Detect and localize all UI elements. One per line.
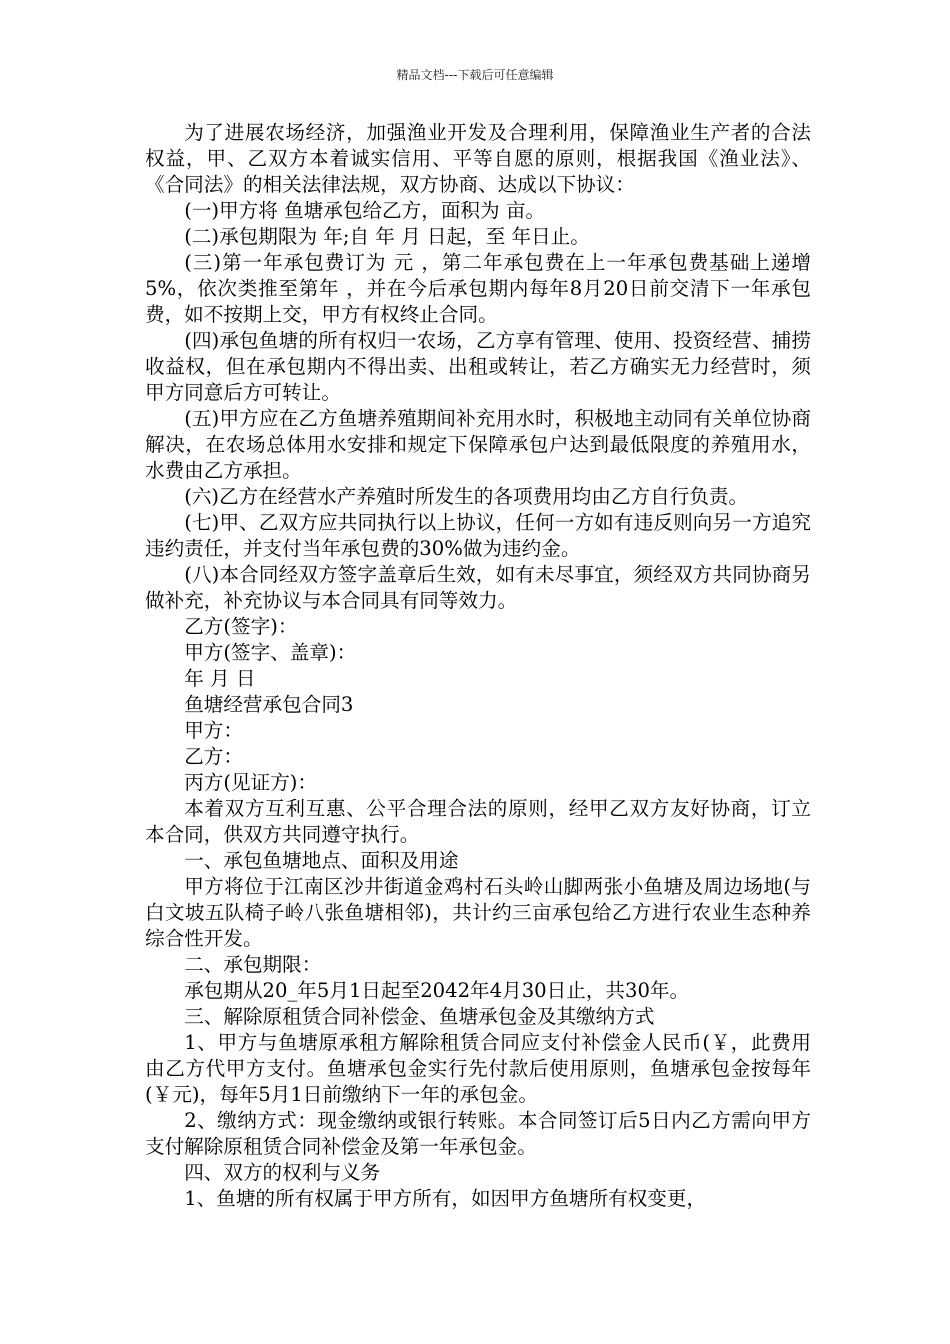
paragraph: (五)甲方应在乙方鱼塘养殖期间补充用水时，积极地主动同有关单位协商解决，在农场总体用水安排和规定下保障承包户达到最低限度的养殖用水，水费由乙方承担。 [145,407,811,482]
party-line: 丙方(见证方)： [184,771,318,794]
clause-heading: 二、承包期限： [184,953,322,976]
party-line: 甲方： [184,719,243,742]
section-title: 鱼塘经营承包合同3 [184,693,354,716]
paragraph: (二)承包期限为 年;自 年 月 日起，至 年日止。 [184,225,590,248]
signature-line: 甲方(签字、盖章)： [184,641,357,664]
paragraph: 承包期从20_年5月1日起至2042年4月30日止，共30年。 [184,979,690,1002]
paragraph: 本着双方互利互惠、公平合理合法的原则，经甲乙双方友好协商，订立本合同，供双方共同遵守执行。 [145,797,811,846]
paragraph: 1、鱼塘的所有权属于甲方所有，如因甲方鱼塘所有权变更， [184,1187,707,1210]
paragraph: (七)甲、乙双方应共同执行以上协议，任何一方如有违反则向另一方追究违约责任，并支付当年承包费的30%做为违约金。 [145,511,811,560]
paragraph: 2、缴纳方式：现金缴纳或银行转账。本合同签订后5日内乙方需向甲方支付解除原租赁合同补偿金及第一年承包金。 [145,1109,811,1158]
clause-heading: 三、解除原租赁合同补偿金、鱼塘承包金及其缴纳方式 [184,1005,655,1028]
paragraph: 甲方将位于江南区沙井街道金鸡村石头岭山脚两张小鱼塘及周边场地(与白文坡五队椅子岭八张鱼塘相邻)，共计约三亩承包给乙方进行农业生态种养综合性开发。 [145,875,811,950]
page-header: 精品文档---下载后可任意编辑 [396,68,554,82]
paragraph: (一)甲方将 鱼塘承包给乙方，面积为 亩。 [184,199,546,222]
clause-heading: 一、承包鱼塘地点、面积及用途 [184,849,459,872]
contract-body [145,120,811,1212]
paragraph: (三)第一年承包费订为 元 ，第二年承包费在上一年承包费基础上递增5%，依次类推至第年 ，并在今后承包期内每年8月20日前交清下一年承包费，如不按期上交，甲方有权终止合同。 [145,251,811,326]
paragraph: 1、甲方与鱼塘原承租方解除租赁合同应支付补偿金人民币(￥，此费用由乙方代甲方支付。鱼塘承包金实行先付款后使用原则，鱼塘承包金按每年 (￥元)，每年5月1日前缴纳下一年的承包金。 [145,1031,811,1106]
clause-heading: 四、双方的权利与义务 [184,1161,381,1184]
paragraph: 为了进展农场经济，加强渔业开发及合理利用，保障渔业生产者的合法权益，甲、乙双方本着诚实信用、平等自愿的原则，根据我国《渔业法》、《合同法》的相关法律法规，双方协商、达成以下协议： [145,121,811,196]
paragraph: (六)乙方在经营水产养殖时所发生的各项费用均由乙方自行负责。 [184,485,749,508]
signature-line: 乙方(签字)： [184,615,298,638]
paragraph: (四)承包鱼塘的所有权归一农场，乙方享有管理、使用、投资经营、捕捞收益权，但在承包期内不得出卖、出租或转让，若乙方确实无力经营时，须甲方同意后方可转让。 [145,329,811,404]
paragraph: (八)本合同经双方签字盖章后生效，如有未尽事宜，须经双方共同协商另做补充，补充协议与本合同具有同等效力。 [145,563,811,612]
party-line: 乙方： [184,745,243,768]
date-line: 年 月 日 [184,667,256,690]
